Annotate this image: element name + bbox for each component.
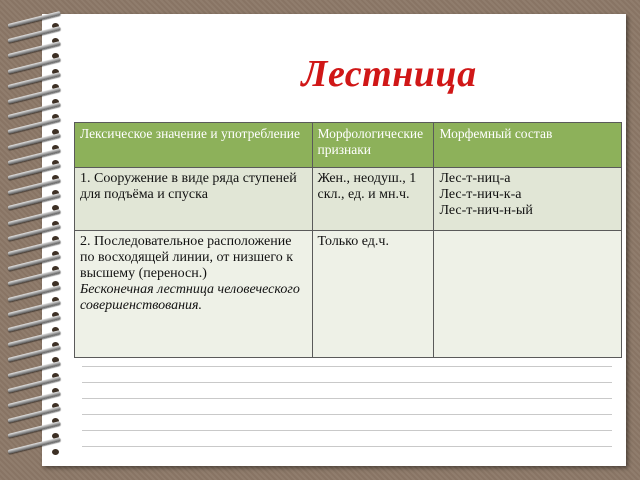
notebook-page (42, 14, 626, 466)
table-row (75, 168, 622, 231)
morpheme-line: Лес-т-нич-н-ый (439, 203, 533, 218)
morpheme-line: Лес-т-ниц-а (439, 171, 511, 186)
cell-meaning (75, 231, 313, 358)
cell-meaning: 1. Сооружение в виде ряда ступеней для подъёма и спуска (75, 168, 313, 231)
usage-example: Бесконечная лестница человеческого совершенствования. (80, 282, 300, 313)
spiral-ring (8, 448, 66, 456)
ruled-line (82, 430, 612, 431)
cell-morphology: Только ед.ч. (312, 231, 434, 358)
ruled-line (82, 382, 612, 383)
lexical-table (74, 122, 622, 358)
ruled-line (82, 398, 612, 399)
header-morphology: Морфологические признаки (312, 123, 434, 168)
table-row (75, 231, 622, 358)
ruled-line (82, 446, 612, 447)
header-morpheme-composition: Морфемный состав (434, 123, 622, 168)
meaning-text: 2. Последовательное расположение по восходящей линии, от низшего к высшему (переносн.) (80, 234, 294, 281)
cell-morphemes (434, 168, 622, 231)
ruled-line (82, 366, 612, 367)
morpheme-line: Лес-т-нич-к-а (439, 187, 522, 202)
slide-title: Лестница (301, 53, 477, 95)
cell-morphemes (434, 231, 622, 358)
cell-morphology: Жен., неодуш., 1 скл., ед. и мн.ч. (312, 168, 434, 231)
ruled-line (82, 414, 612, 415)
header-lexical-meaning: Лексическое значение и употребление (75, 123, 313, 168)
table-header-row (75, 123, 622, 168)
